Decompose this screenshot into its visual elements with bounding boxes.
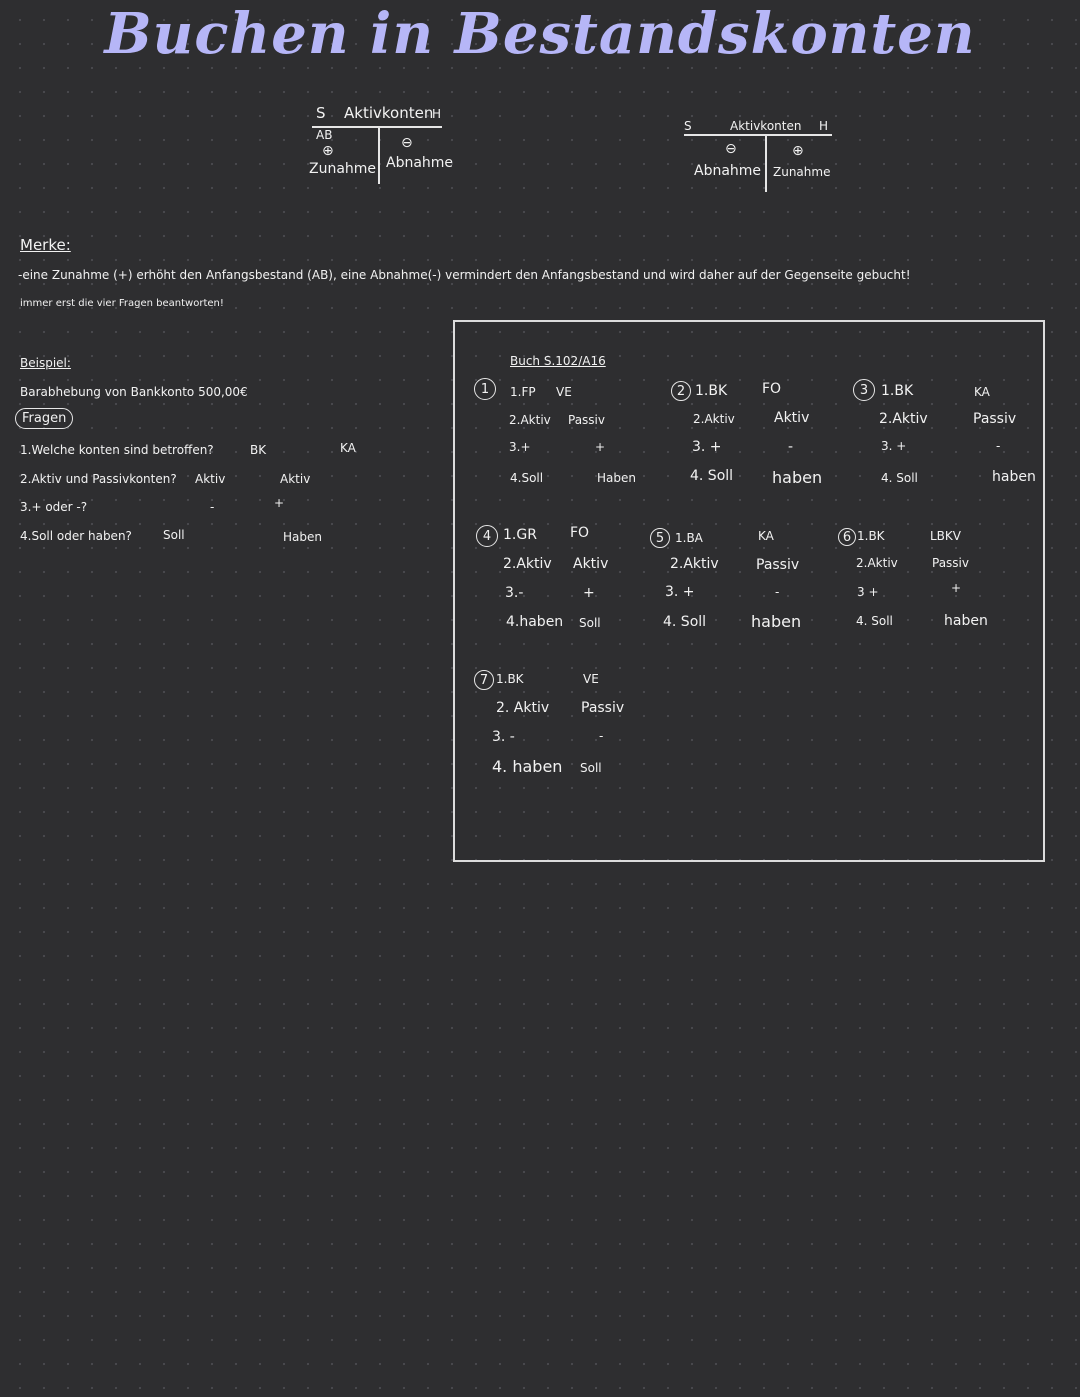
- t-account-vertical-line: [378, 126, 380, 184]
- row-2b: Passiv: [568, 413, 605, 427]
- t-account-vertical-line: [765, 134, 767, 192]
- row-1: 1.BK: [857, 529, 885, 543]
- page-title: Buchen in Bestandskonten: [104, 1, 976, 67]
- row-3b: -: [599, 729, 604, 743]
- row-3b: +: [951, 581, 962, 595]
- row-3: 3.-: [505, 585, 524, 601]
- row-2: 2.Aktiv: [509, 413, 551, 427]
- row-1: 1.GR: [503, 527, 537, 543]
- answer-1b: KA: [340, 441, 356, 455]
- answer-3a: -: [210, 500, 215, 514]
- row-3b: -: [775, 585, 780, 599]
- row-2b: Passiv: [581, 700, 625, 716]
- answer-1a: BK: [250, 443, 267, 457]
- row-2: 2.Aktiv: [503, 556, 552, 572]
- row-2: 2.Aktiv: [670, 556, 719, 572]
- answer-4b: Haben: [283, 530, 322, 544]
- row-4: 4. haben: [492, 757, 563, 776]
- t-account-title: Aktivkonten: [344, 104, 434, 122]
- row-2b: Aktiv: [774, 410, 810, 426]
- exercise-number: 1: [474, 378, 496, 400]
- fragen-badge: Fragen: [15, 408, 73, 429]
- row-3: 3 +: [857, 585, 879, 599]
- row-1b: FO: [762, 381, 782, 397]
- minus-icon: ⊖: [725, 141, 737, 157]
- minus-icon: ⊖: [401, 135, 413, 151]
- row-1b: VE: [556, 385, 572, 399]
- exercise-number: 4: [476, 525, 498, 547]
- exercise-number: 5: [650, 528, 670, 548]
- answer-2a: Aktiv: [195, 472, 226, 486]
- row-3b: -: [996, 439, 1001, 453]
- row-2b: Passiv: [973, 411, 1017, 427]
- question-4: 4.Soll oder haben?: [20, 529, 132, 543]
- exercise-number: 2: [671, 381, 691, 401]
- abnahme-label: Abnahme: [386, 155, 454, 171]
- row-4: 4. Soll: [663, 614, 707, 630]
- row-3: 3.+: [509, 440, 531, 454]
- soll-label: S: [316, 104, 326, 122]
- ab-label: AB: [316, 128, 333, 142]
- row-4: 4.haben: [506, 614, 564, 630]
- row-2: 2. Aktiv: [496, 700, 550, 716]
- soll-label: S: [684, 119, 692, 133]
- row-3: 3. -: [492, 729, 515, 745]
- row-4: 4. Soll: [881, 471, 918, 485]
- row-4b: haben: [751, 612, 802, 631]
- row-3: 3. +: [692, 439, 722, 455]
- beispiel-heading: Beispiel:: [20, 356, 71, 370]
- question-1: 1.Welche konten sind betroffen?: [20, 443, 214, 457]
- row-3: 3. +: [881, 439, 907, 453]
- plus-icon: ⊕: [322, 143, 334, 159]
- row-1b: VE: [583, 672, 599, 686]
- t-account-title: Aktivkonten: [730, 119, 802, 133]
- row-4b: Soll: [579, 616, 601, 630]
- row-2: 2.Aktiv: [693, 412, 735, 426]
- row-4b: Haben: [597, 471, 636, 485]
- row-4b: haben: [772, 468, 823, 487]
- row-2b: Passiv: [756, 557, 800, 573]
- row-1: 1.BK: [881, 383, 914, 399]
- exercise-number: 3: [853, 379, 875, 401]
- row-1b: KA: [758, 529, 774, 543]
- row-4: 4. Soll: [856, 614, 893, 628]
- row-1: 1.BA: [675, 531, 703, 545]
- row-4b: haben: [944, 613, 988, 629]
- row-4b: haben: [992, 469, 1036, 485]
- t-account-horizontal-line: [684, 134, 832, 136]
- beispiel-text: Barabhebung von Bankkonto 500,00€: [20, 385, 248, 399]
- zunahme-label: Zunahme: [773, 165, 831, 179]
- row-1b: LBKV: [930, 529, 961, 543]
- row-2: 2.Aktiv: [856, 556, 898, 570]
- row-4: 4.Soll: [510, 471, 544, 485]
- row-2b: Passiv: [932, 556, 969, 570]
- plus-icon: ⊕: [792, 143, 804, 159]
- merke-rule: -eine Zunahme (+) erhöht den Anfangsbestand (AB), eine Abnahme(-) vermindert den Anfangsbestand und wird daher auf der Gegenseite gebucht!: [18, 268, 911, 282]
- question-2: 2.Aktiv und Passivkonten?: [20, 472, 177, 486]
- row-2b: Aktiv: [573, 556, 609, 572]
- row-1: 1.BK: [695, 383, 728, 399]
- answer-3b: +: [274, 496, 285, 510]
- exercise-number: 6: [838, 528, 856, 546]
- row-1b: KA: [974, 385, 990, 399]
- merke-heading: Merke:: [20, 236, 71, 254]
- row-2: 2.Aktiv: [879, 411, 928, 427]
- buch-reference: Buch S.102/A16: [510, 354, 606, 368]
- zunahme-label: Zunahme: [309, 161, 377, 177]
- exercise-number: 7: [474, 670, 494, 690]
- abnahme-label: Abnahme: [694, 163, 762, 179]
- haben-label: H: [432, 107, 442, 121]
- row-1: 1.FP: [510, 385, 536, 399]
- row-1b: FO: [570, 525, 590, 541]
- row-3b: +: [583, 585, 595, 601]
- row-4b: Soll: [580, 761, 602, 775]
- row-3b: -: [788, 439, 794, 455]
- row-1: 1.BK: [496, 672, 524, 686]
- answer-2b: Aktiv: [280, 472, 311, 486]
- row-4: 4. Soll: [690, 468, 734, 484]
- haben-label: H: [819, 119, 829, 133]
- row-3b: +: [595, 440, 606, 454]
- merke-hint: immer erst die vier Fragen beantworten!: [20, 298, 224, 309]
- row-3: 3. +: [665, 584, 695, 600]
- question-3: 3.+ oder -?: [20, 500, 88, 514]
- answer-4a: Soll: [163, 528, 185, 542]
